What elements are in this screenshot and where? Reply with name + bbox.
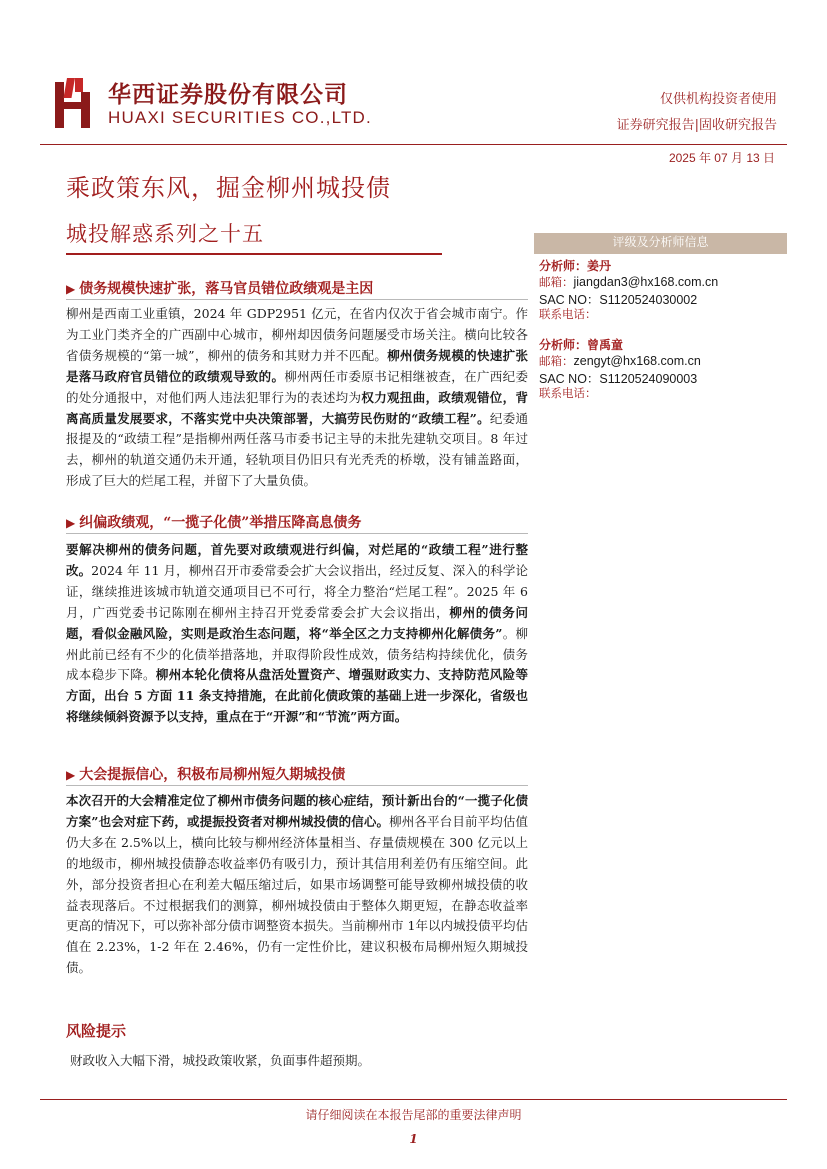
section-paragraph — [66, 304, 528, 492]
series-underline — [66, 253, 442, 255]
report-date: 2025 年 07 月 13 日 — [668, 151, 775, 165]
section-title: ▶ 债务规模快速扩张，落马官员错位政绩观是主因 — [66, 281, 374, 297]
legal-notice: 请仔细阅读在本报告尾部的重要法律声明 — [305, 1108, 522, 1122]
text-run: 柳州两任市委原书记相继被查，在广西纪委的处分通报中，对他们两人违法犯罪行为的表述均为 — [66, 368, 528, 405]
text-run: 2024 年 11 月，柳州召开市委常委会扩大会议指出，经过反复、深入的科学论证，继续推进该城市轨道交通项目已不可行，将全力整治“烂尾工程”。2025 年 6 月，广西党委书记陈刚在柳州主持召开党委常委会扩大会议指出， — [66, 562, 528, 620]
report-series: 城投解惑系列之十五 — [66, 222, 264, 246]
analyst-info-heading: 评级及分析师信息 — [534, 233, 787, 252]
analyst-phone: 联系电话： — [539, 307, 597, 321]
triangle-bullet-icon: ▶ — [66, 516, 76, 530]
text-run: 柳州是西南工业重镇，2024 年 GDP2951 亿元，在省内仅次于省会城市南宁。作为工业门类齐全的广西副中心城市，柳州却因债务问题屡受市场关注。横向比较各省债务规模的“第一城”，柳州的债务和其财力并不匹配。 — [66, 306, 528, 363]
analyst-sac: SAC NO：S1120524090003 — [539, 372, 698, 386]
report-title: 乘政策东风，掘金柳州城投债 — [66, 174, 391, 202]
report-type: 证券研究报告|固收研究报告 — [616, 118, 777, 133]
section-underline — [66, 299, 528, 300]
huaxi-logo-icon — [55, 78, 95, 130]
text-run: 。柳州此前已经有不少的化债举措落地，并取得阶段性成效，债务结构持续优化，债务成本稳步下降。 — [66, 625, 528, 683]
section-title: ▶ 大会提振信心，积极布局柳州短久期城投债 — [66, 767, 346, 783]
text-run: 纪委通报提及的“政绩工程”是指柳州两任落马市委书记主导的未批先建轨交项目。8 年过去，柳州的轨道交通仍未开通，轻轨项目仍旧只有光秃秃的桥墩，没有铺盖路面，形成了巨大的烂尾工程，并留下了大量负债。 — [66, 410, 528, 489]
sidebar-divider — [534, 252, 787, 254]
section-paragraph — [66, 540, 528, 728]
section-underline — [66, 785, 528, 786]
text-run: 柳州各平台目前平均估值仍大多在 2.5%以上，横向比较与柳州经济体量相当、存量债规模在 300 亿元以上的地级市，柳州城投债静态收益率仍有吸引力，预计其信用利差仍有压缩空间。此外，部分投资者担心在利差大幅压缩过后，如果市场调整可能导致柳州城投债的收益表现落后。不过根据我们的测算，柳州城投债由于整体久期更短，在静态收益率更高的情况下，可以弥补部分债市调整资本损失。当前柳州市 1年以内城投债平均估值在 2.23%，1-2 年在 2.46%，仍有一定性价比，建议积极布局柳州短久期城投债。 — [66, 813, 528, 976]
bold-text-run: 权力观扭曲，政绩观错位，背离高质量发展要求，不落实党中央决策部署，大搞劳民伤财的“政绩工程”。 — [66, 389, 528, 426]
analyst-email: 邮箱：zengyt@hx168.com.cn — [539, 354, 701, 368]
section-underline — [66, 533, 528, 534]
company-name-en: HUAXI SECURITIES CO.,LTD. — [108, 108, 372, 127]
analyst-name: 分析师：曾禹童 — [539, 338, 624, 352]
analyst-sac: SAC NO：S1120524030002 — [539, 293, 698, 307]
analyst-email: 邮箱：jiangdan3@hx168.com.cn — [539, 275, 719, 289]
analyst-name: 分析师：姜丹 — [539, 259, 612, 273]
company-name-cn: 华西证券股份有限公司 — [108, 82, 348, 108]
risk-text: 财政收入大幅下滑，城投政策收紧，负面事件超预期。 — [70, 1053, 371, 1068]
header-divider — [40, 144, 787, 145]
bold-text-run: 柳州的债务问题，看似金融风险，实则是政治生态问题，将“举全区之力支持柳州化解债务” — [66, 604, 528, 641]
bold-text-run: 柳州债务规模的快速扩张是落马政府官员错位的政绩观导致的。 — [66, 347, 528, 384]
triangle-bullet-icon: ▶ — [66, 282, 76, 296]
bold-text-run: 柳州本轮化债将从盘活处置资产、增强财政实力、支持防范风险等方面，出台 5 方面 11 条支持措施，在此前化债政策的基础上进一步深化，省级也将继续倾斜资源予以支持，重点在于“开源”和“节流”两方面。 — [66, 667, 528, 725]
triangle-bullet-icon: ▶ — [66, 768, 76, 782]
analyst-email-link[interactable]: jiangdan3@hx168.com.cn — [573, 275, 719, 289]
section-paragraph — [66, 791, 528, 979]
bold-text-run: 要解决柳州的债务问题，首先要对政绩观进行纠偏，对烂尾的“政绩工程”进行整改。 — [66, 542, 528, 578]
audience-note: 仅供机构投资者使用 — [659, 92, 777, 107]
analyst-email-link[interactable]: zengyt@hx168.com.cn — [573, 354, 701, 368]
bold-text-run: 本次召开的大会精准定位了柳州市债务问题的核心症结，预计新出台的“一揽子化债方案”也会对症下药，或提振投资者对柳州城投债的信心。 — [66, 793, 528, 829]
footer-divider — [40, 1099, 787, 1100]
analyst-phone: 联系电话： — [539, 386, 597, 400]
page-number: 1 — [409, 1132, 418, 1146]
risk-title: 风险提示 — [66, 1022, 127, 1040]
section-title: ▶ 纠偏政绩观，“一揽子化债”举措压降高息债务 — [66, 515, 362, 531]
